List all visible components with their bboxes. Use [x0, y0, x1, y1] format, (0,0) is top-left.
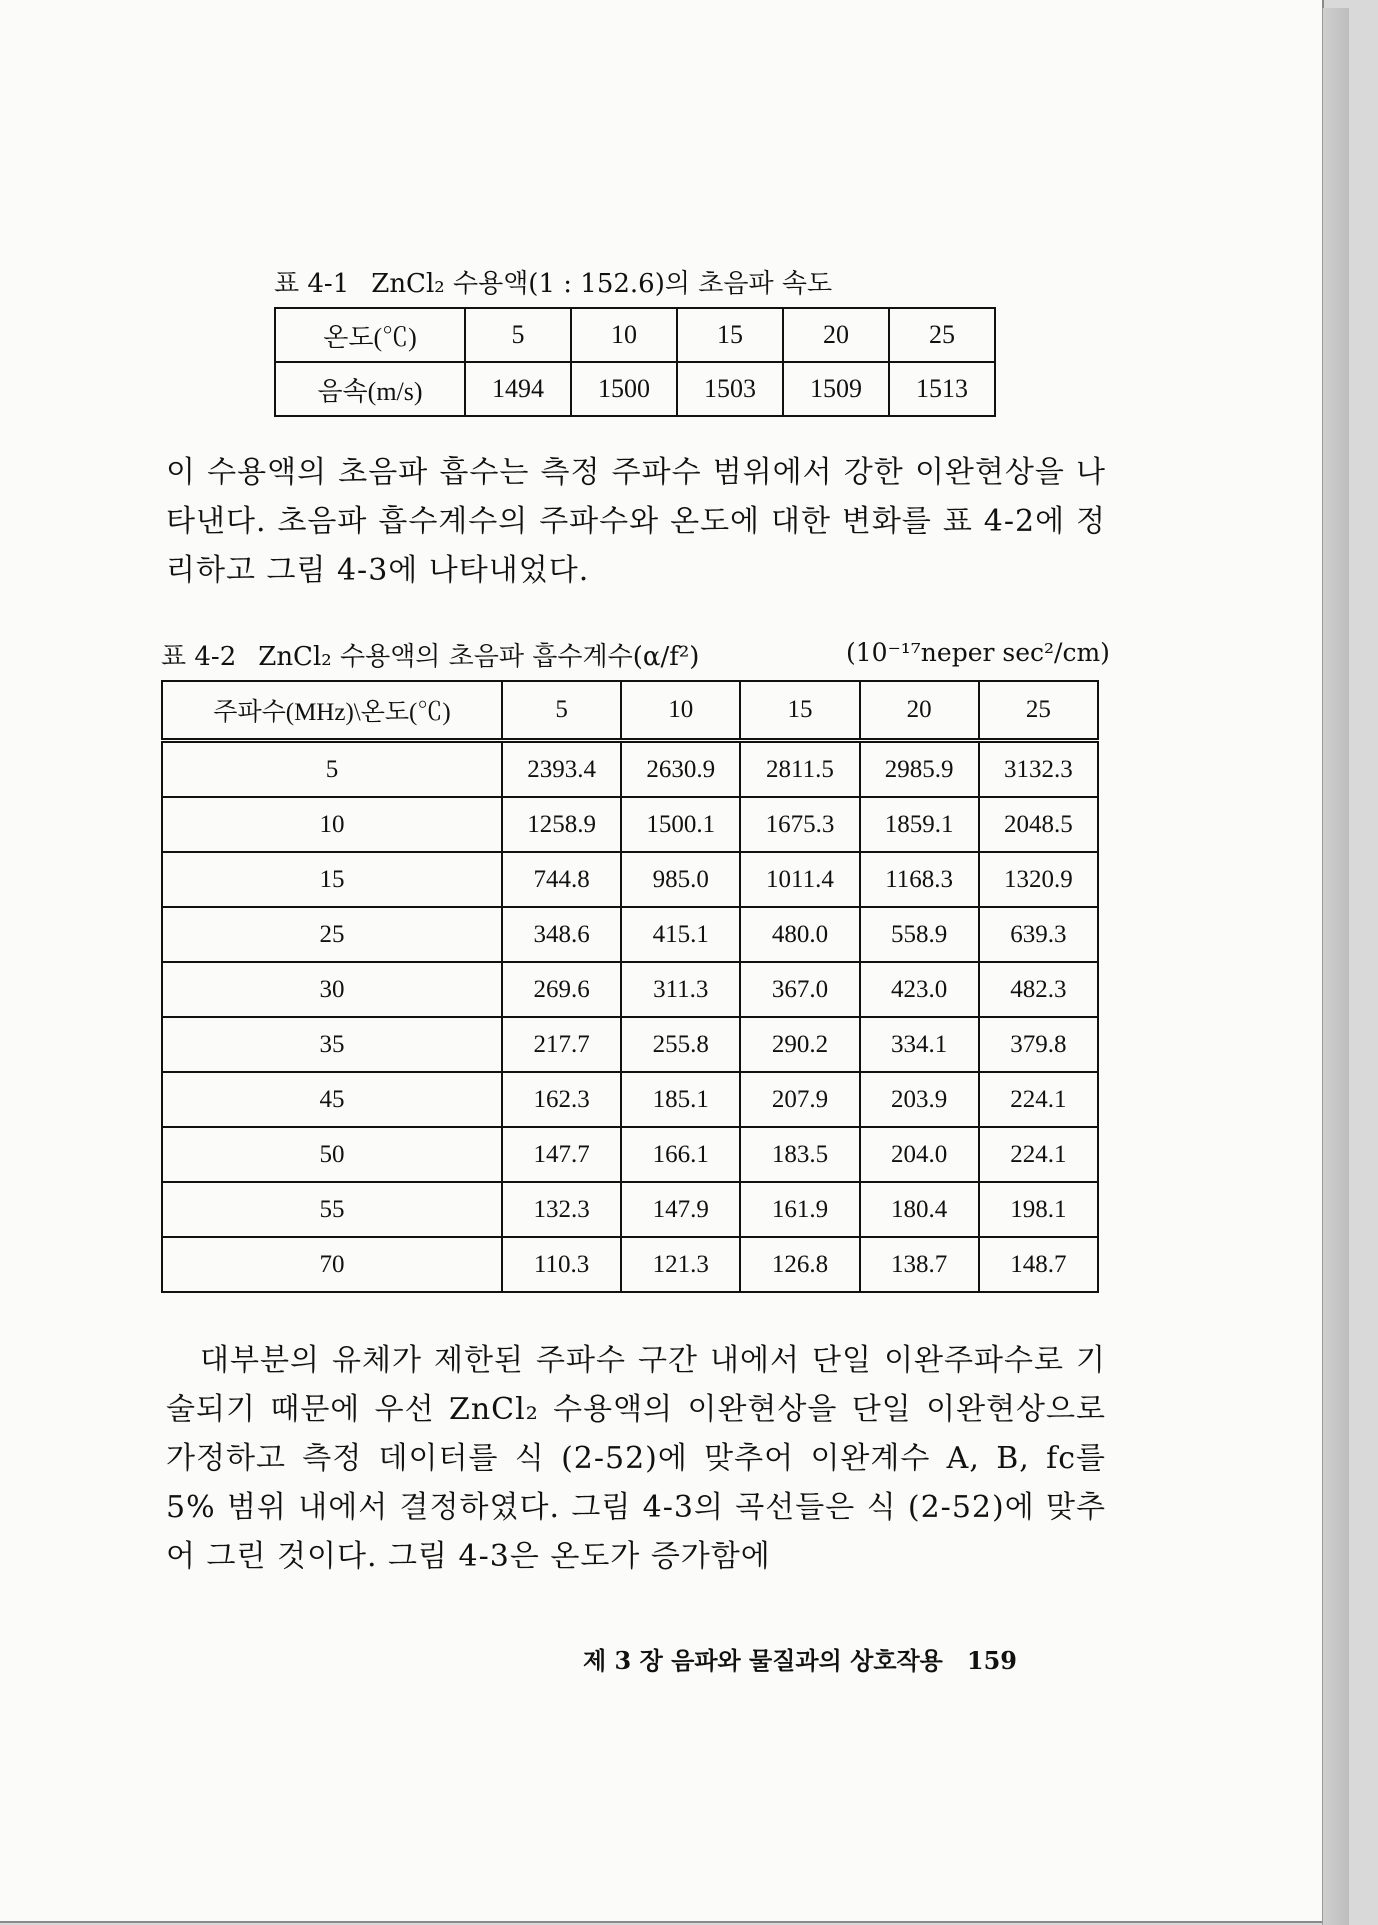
- table-cell: 744.8: [502, 852, 621, 907]
- table-row: [162, 1072, 1098, 1127]
- table-cell: 224.1: [979, 1072, 1098, 1127]
- table-cell: 217.7: [502, 1017, 621, 1072]
- table-header-cell: 주파수(MHz)\온도(℃): [162, 681, 502, 741]
- table1-caption-label: 표 4-1: [274, 269, 350, 299]
- running-footer: [583, 1641, 1017, 1676]
- table-cell: 290.2: [740, 1017, 859, 1072]
- table-cell: 50: [162, 1127, 502, 1182]
- table-cell: 166.1: [621, 1127, 740, 1182]
- table2-unit-note: (10⁻¹⁷neper sec²/cm): [846, 638, 1110, 667]
- table-cell: 121.3: [621, 1237, 740, 1292]
- table-cell: 1503: [677, 362, 783, 416]
- table-cell: 480.0: [740, 907, 859, 962]
- absorption-coefficient-table: [161, 680, 1099, 1293]
- table-cell: 1509: [783, 362, 889, 416]
- table-cell: 1011.4: [740, 852, 859, 907]
- table-cell: 367.0: [740, 962, 859, 1017]
- table2-header-row: [162, 681, 1098, 741]
- table-cell: 147.9: [621, 1182, 740, 1237]
- table-cell: 161.9: [740, 1182, 859, 1237]
- table-header-cell: 20: [860, 681, 979, 741]
- table-cell: 온도(℃): [275, 308, 465, 362]
- table-cell: 2985.9: [860, 741, 979, 798]
- table1-caption: [274, 263, 832, 300]
- table-cell: 1513: [889, 362, 995, 416]
- table-cell: 147.7: [502, 1127, 621, 1182]
- table-cell: 110.3: [502, 1237, 621, 1292]
- paragraph-2: 대부분의 유체가 제한된 주파수 구간 내에서 단일 이완주파수로 기술되기 때문에 우선 ZnCl₂ 수용액의 이완현상을 단일 이완현상으로 가정하고 측정 데이터를 식 (2-52)에 맞추어 이완계수 A, B, fc를 5% 범위 내에서 결정하였다. 그림 4-3의 곡선들은 식 (2-52)에 맞추어 그린 것이다. 그림 4-3은 온도가 증가함에: [166, 1343, 1106, 1574]
- table-cell: 20: [783, 308, 889, 362]
- table-cell: 334.1: [860, 1017, 979, 1072]
- table-header-cell: 25: [979, 681, 1098, 741]
- table-cell: 2811.5: [740, 741, 859, 798]
- table-header-cell: 5: [502, 681, 621, 741]
- table-cell: 415.1: [621, 907, 740, 962]
- table-cell: 207.9: [740, 1072, 859, 1127]
- sound-speed-table: [274, 307, 996, 417]
- table-cell: 1859.1: [860, 797, 979, 852]
- table-cell: 162.3: [502, 1072, 621, 1127]
- table-cell: 2630.9: [621, 741, 740, 798]
- table2-caption-text: ZnCl₂ 수용액의 초음파 흡수계수(α/f²): [258, 642, 700, 672]
- table-cell: 148.7: [979, 1237, 1098, 1292]
- table2-caption: [161, 636, 699, 673]
- table-cell: 1500.1: [621, 797, 740, 852]
- table-cell: 255.8: [621, 1017, 740, 1072]
- table-cell: 10: [571, 308, 677, 362]
- table-row: [162, 907, 1098, 962]
- table-cell: 15: [162, 852, 502, 907]
- table-cell: 1500: [571, 362, 677, 416]
- table-cell: 5: [162, 741, 502, 798]
- table-cell: 348.6: [502, 907, 621, 962]
- table1-caption-text: ZnCl₂ 수용액(1 : 152.6)의 초음파 속도: [371, 269, 833, 299]
- table-cell: 15: [677, 308, 783, 362]
- table-cell: 132.3: [502, 1182, 621, 1237]
- page-number: 159: [966, 1646, 1017, 1675]
- table-row: [162, 1127, 1098, 1182]
- table-cell: 985.0: [621, 852, 740, 907]
- footer-chapter-title: 제 3 장 음파와 물질과의 상호작용: [583, 1646, 943, 1675]
- table-cell: 183.5: [740, 1127, 859, 1182]
- table-cell: 2393.4: [502, 741, 621, 798]
- table-cell: 2048.5: [979, 797, 1098, 852]
- table-cell: 25: [162, 907, 502, 962]
- table-cell: 35: [162, 1017, 502, 1072]
- table-cell: 70: [162, 1237, 502, 1292]
- table-cell: 1168.3: [860, 852, 979, 907]
- table-cell: 639.3: [979, 907, 1098, 962]
- table-row: [162, 1017, 1098, 1072]
- table-cell: 1258.9: [502, 797, 621, 852]
- paragraph-1: 이 수용액의 초음파 흡수는 측정 주파수 범위에서 강한 이완현상을 나타낸다. 초음파 흡수계수의 주파수와 온도에 대한 변화를 표 4-2에 정리하고 그림 4-3에 나타내었다.: [166, 455, 1106, 588]
- table-cell: 음속(m/s): [275, 362, 465, 416]
- table2-caption-label: 표 4-2: [161, 642, 237, 672]
- table-cell: 30: [162, 962, 502, 1017]
- table-cell: 3132.3: [979, 741, 1098, 798]
- table-cell: 379.8: [979, 1017, 1098, 1072]
- table-cell: 5: [465, 308, 571, 362]
- table-cell: 138.7: [860, 1237, 979, 1292]
- table-row: [162, 1237, 1098, 1292]
- table1-data-row: [275, 362, 995, 416]
- table-header-cell: 15: [740, 681, 859, 741]
- table-header-cell: 10: [621, 681, 740, 741]
- table-cell: 203.9: [860, 1072, 979, 1127]
- table-cell: 126.8: [740, 1237, 859, 1292]
- table1-header-row: [275, 308, 995, 362]
- table-cell: 1494: [465, 362, 571, 416]
- table-cell: 558.9: [860, 907, 979, 962]
- table-cell: 45: [162, 1072, 502, 1127]
- table-cell: 482.3: [979, 962, 1098, 1017]
- table-cell: 423.0: [860, 962, 979, 1017]
- table-cell: 25: [889, 308, 995, 362]
- table-row: [162, 852, 1098, 907]
- table-cell: 185.1: [621, 1072, 740, 1127]
- table-cell: 269.6: [502, 962, 621, 1017]
- table-cell: 10: [162, 797, 502, 852]
- table-cell: 55: [162, 1182, 502, 1237]
- table-cell: 1320.9: [979, 852, 1098, 907]
- table-row: [162, 741, 1098, 798]
- table-row: [162, 797, 1098, 852]
- table-cell: 1675.3: [740, 797, 859, 852]
- table-cell: 180.4: [860, 1182, 979, 1237]
- page-edge-shadow: [1322, 8, 1349, 1925]
- table-cell: 204.0: [860, 1127, 979, 1182]
- table-cell: 311.3: [621, 962, 740, 1017]
- table-cell: 224.1: [979, 1127, 1098, 1182]
- table-cell: 198.1: [979, 1182, 1098, 1237]
- table-row: [162, 1182, 1098, 1237]
- table-row: [162, 962, 1098, 1017]
